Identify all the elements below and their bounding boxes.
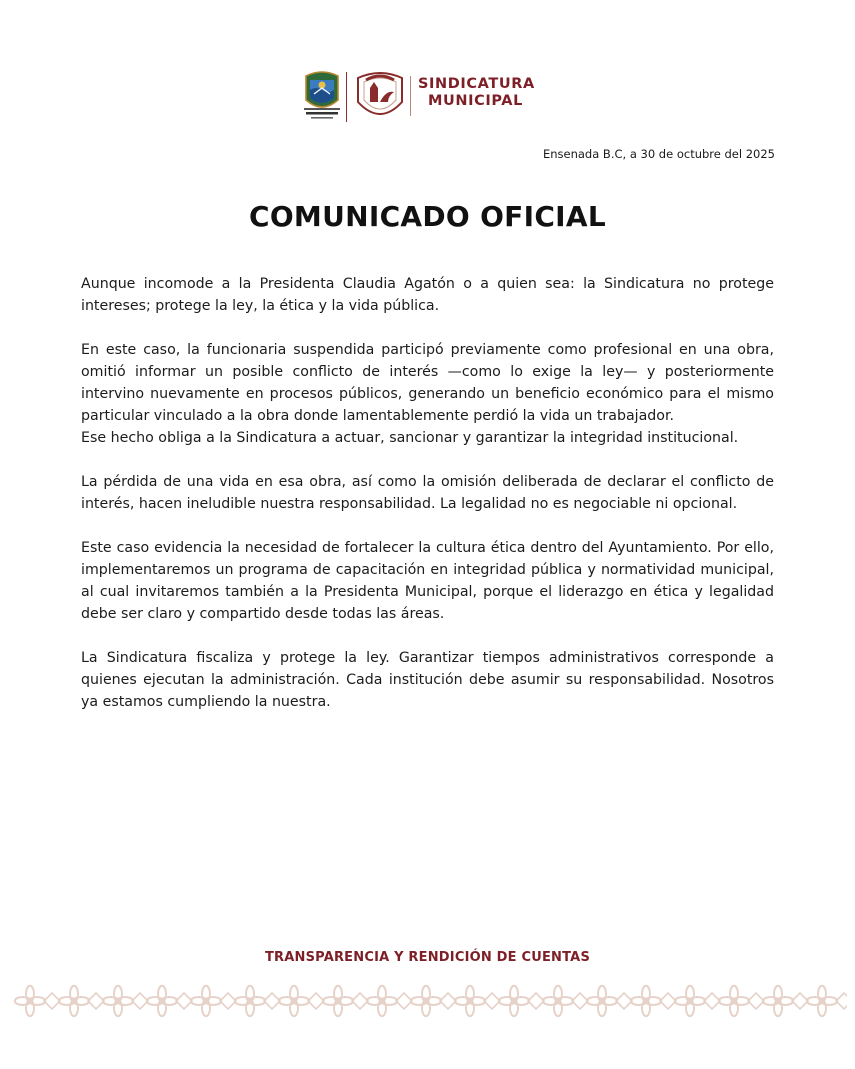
document-date: Ensenada B.C, a 30 de octubre del 2025 — [542, 147, 775, 161]
ornament-motif — [543, 986, 588, 1016]
ornament-motif — [587, 986, 632, 1016]
footer-tagline: TRANSPARENCIA Y RENDICIÓN DE CUENTAS — [264, 950, 591, 965]
org-name-line1: SINDICATURA — [418, 76, 535, 92]
ornament-motif — [675, 986, 720, 1016]
ornament-motif — [411, 986, 456, 1016]
organization-name — [418, 76, 535, 110]
paragraph: La pérdida de una vida en esa obra, así como la omisión deliberada de declarar el conflicto de interés, hacen ineludible nuestra responsabilidad. La legalidad no es negociable ni opcional. — [81, 474, 774, 512]
ornament-motif — [323, 986, 368, 1016]
paragraph: Ese hecho obliga a la Sindicatura a actuar, sancionar y garantizar la integridad institucional. — [81, 430, 739, 446]
ornament-motif — [719, 986, 764, 1016]
ornament-motif — [235, 986, 280, 1016]
document-body — [81, 273, 774, 735]
paragraph: Aunque incomode a la Presidenta Claudia Agatón o a quien sea: la Sindicatura no protege intereses; protege la ley, la ética y la vida pública. — [81, 276, 774, 314]
ornament-motif — [103, 986, 148, 1016]
ornament-motif — [631, 986, 676, 1016]
ornament-motif — [59, 986, 104, 1016]
header-divider — [346, 72, 347, 122]
ornament-motif — [455, 986, 500, 1016]
document-title: COMUNICADO OFICIAL — [248, 200, 607, 233]
ornament-motif — [147, 986, 192, 1016]
paragraph: Este caso evidencia la necesidad de fortalecer la cultura ética dentro del Ayuntamiento. Por ello, implementaremos un programa de capacitación en integridad pública y normatividad municipal, al cual invitaremos también a la Presidenta Municipal, porque el liderazgo en ética y legalidad debe ser claro y compartido desde todas las áreas. — [81, 540, 774, 622]
ornament-motif — [807, 986, 847, 1016]
ornament-motif — [15, 986, 60, 1016]
org-name-line2: MUNICIPAL — [428, 93, 523, 109]
ornament-motif — [499, 986, 544, 1016]
floral-border-ornament — [8, 978, 847, 1024]
ornament-motif — [763, 986, 808, 1016]
header-divider — [410, 76, 411, 116]
ornament-motif — [191, 986, 236, 1016]
ornament-motif — [279, 986, 324, 1016]
sindicatura-shield-icon — [352, 68, 408, 124]
letterhead — [300, 68, 560, 126]
ornament-motif — [367, 986, 412, 1016]
ensenada-coat-of-arms-icon — [302, 70, 342, 122]
paragraph: En este caso, la funcionaria suspendida participó previamente como profesional en una obra, omitió informar un posible conflicto de interés —como lo exige la ley— y posteriormente intervino nuevamente en procesos públicos, generando un beneficio económico para el mismo particular vinculado a la obra donde lamentablemente perdió la vida un trabajador. — [81, 342, 774, 424]
paragraph: La Sindicatura fiscaliza y protege la ley. Garantizar tiempos administrativos corresponde a quienes ejecutan la administración. Cada institución debe asumir su responsabilidad. Nosotros ya estamos cumpliendo la nuestra. — [81, 650, 774, 710]
